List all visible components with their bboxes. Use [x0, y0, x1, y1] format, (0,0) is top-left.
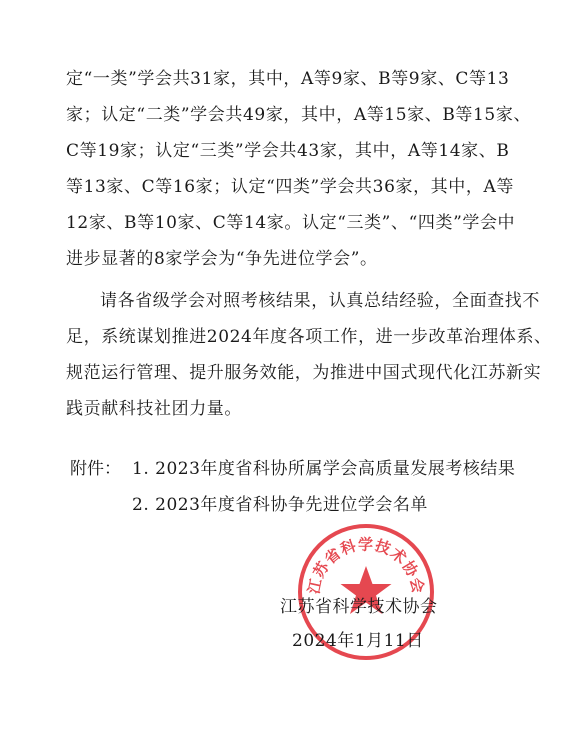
body-line: 定“一类”学会共31家，其中，A等9家、B等9家、C等13 [66, 69, 510, 89]
body-line: 足，系统谋划推进2024年度各项工作，进一步改革治理体系、 [66, 327, 552, 347]
signature-org: 江苏省科学技术协会 [280, 597, 438, 617]
body-line: 12家、B等10家、C等14家。认定“三类”、“四类”学会中 [66, 213, 516, 233]
attachment-item: 1. 2023年度省科协所属学会高质量发展考核结果 [132, 459, 516, 479]
body-line: C等19家；认定“三类”学会共43家，其中，A等14家、B [66, 141, 510, 161]
body-line: 请各省级学会对照考核结果，认真总结经验，全面查找不 [100, 291, 540, 311]
body-line: 规范运行管理、提升服务效能，为推进中国式现代化江苏新实 [66, 363, 542, 383]
svg-text:江苏省科学技术协会: 江苏省科学技术协会 [304, 535, 428, 596]
body-line: 等13家、C等16家；认定“四类”学会共36家，其中，A等 [66, 177, 514, 197]
attachment-item: 2. 2023年度省科协争先进位学会名单 [132, 495, 428, 515]
body-line: 践贡献科技社团力量。 [66, 399, 242, 419]
body-line: 进步显著的8家学会为“争先进位学会”。 [66, 249, 378, 269]
body-line: 家；认定“二类”学会共49家，其中，A等15家、B等15家、 [66, 105, 532, 125]
attachments-label: 附件： [70, 459, 121, 479]
signature-date: 2024年1月11日 [292, 631, 424, 651]
